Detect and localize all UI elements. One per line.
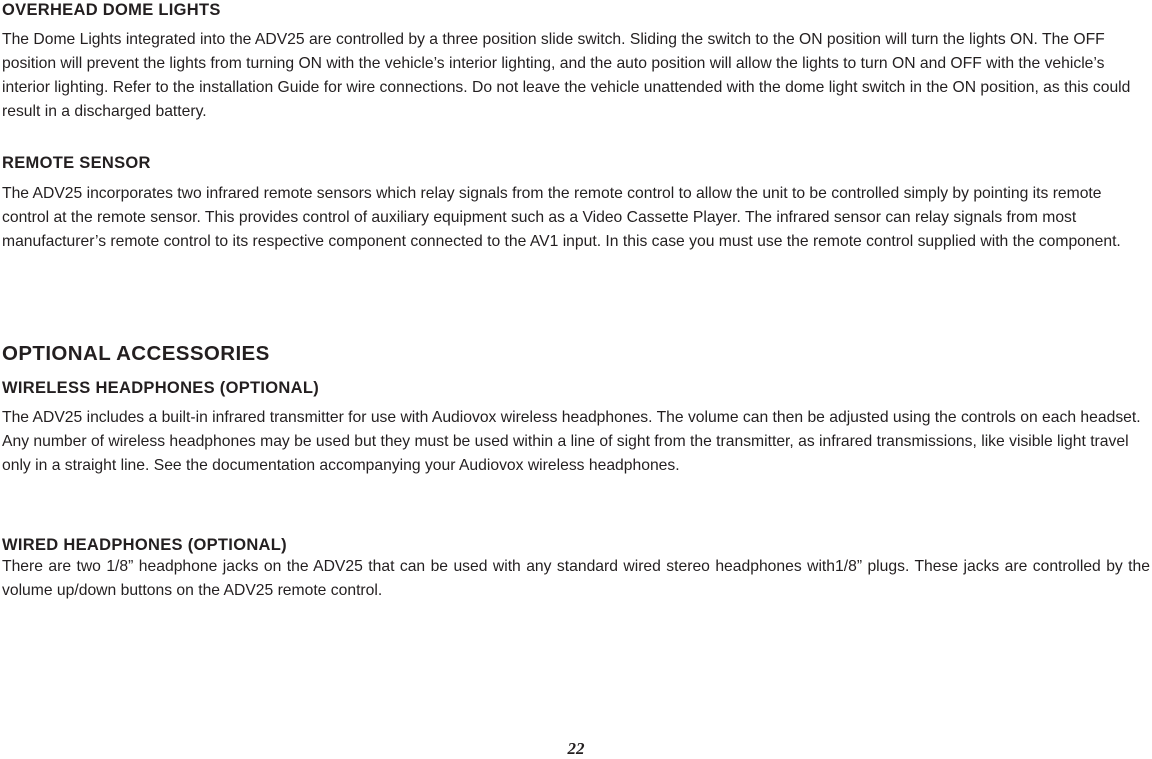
- paragraph-wired-headphones: There are two 1/8” headphone jacks on the ADV25 that can be used with any standard wired stereo headphones with1/8” plugs. These jacks are controlled by the volume up/down buttons on the ADV25 remote control.: [2, 558, 1150, 599]
- page-number: 22: [567, 739, 585, 758]
- section-remote-sensor: [2, 153, 1150, 254]
- heading-optional-accessories: OPTIONAL ACCESSORIES: [2, 342, 270, 365]
- section-optional-accessories: [2, 342, 1150, 366]
- section-wired-headphones: [2, 535, 1150, 603]
- heading-overhead-dome-lights: OVERHEAD DOME LIGHTS: [2, 1, 221, 19]
- section-overhead-dome-lights: [2, 0, 1150, 124]
- paragraph-overhead-dome-lights: The Dome Lights integrated into the ADV25 are controlled by a three position slide switch. Sliding the switch to the ON position will turn the lights ON. The OFF position will prevent the lights from turning ON with the vehicle’s interior lighting, and the auto position will allow the lights to turn ON and OFF with the vehicle’s interior lighting. Refer to the installation Guide for wire connections. Do not leave the vehicle unattended with the dome light switch in the ON position, as this could result in a discharged battery.: [2, 31, 1131, 120]
- heading-wired-headphones: WIRED HEADPHONES (OPTIONAL): [2, 536, 287, 554]
- heading-remote-sensor: REMOTE SENSOR: [2, 154, 151, 172]
- paragraph-remote-sensor: The ADV25 incorporates two infrared remote sensors which relay signals from the remote control to allow the unit to be controlled simply by pointing its remote control at the remote sensor. This provides control of auxiliary equipment such as a Video Cassette Player. The infrared sensor can relay signals from most manufacturer’s remote control to its respective component connected to the AV1 input. In this case you must use the remote control supplied with the component.: [2, 185, 1121, 250]
- section-wireless-headphones: [2, 378, 1150, 478]
- paragraph-wireless-headphones: The ADV25 includes a built-in infrared transmitter for use with Audiovox wireless headphones. The volume can then be adjusted using the controls on each headset. Any number of wireless headphones may be used but they must be used within a line of sight from the transmitter, as infrared transmissions, like visible light travel only in a straight line. See the documentation accompanying your Audiovox wireless headphones.: [2, 409, 1141, 474]
- heading-wireless-headphones: WIRELESS HEADPHONES (OPTIONAL): [2, 379, 320, 397]
